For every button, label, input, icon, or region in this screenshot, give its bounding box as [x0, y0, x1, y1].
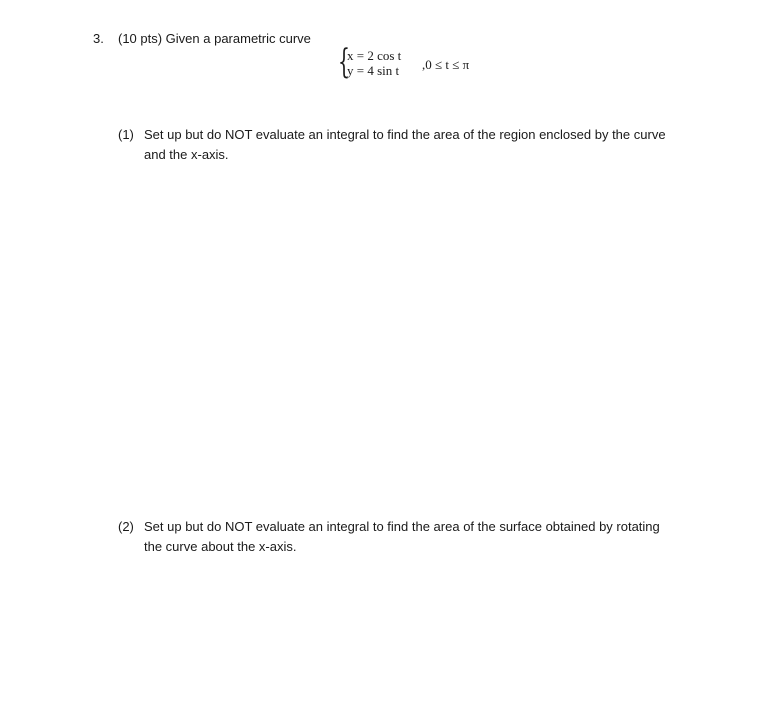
parameter-range: ,0 ≤ t ≤ π: [422, 57, 470, 72]
question-number: 3.: [93, 31, 104, 46]
part-2-text-line2: the curve about the x-axis.: [144, 539, 297, 554]
part-2-text-line1: Set up but do NOT evaluate an integral to find the area of the surface obtained by rotating: [144, 519, 660, 534]
equation-x: x = 2 cos t: [347, 48, 402, 63]
part-2-label: (2): [118, 519, 134, 534]
question-header: (10 pts) Given a parametric curve: [118, 31, 311, 46]
left-brace: {: [338, 42, 350, 82]
equation-y: y = 4 sin t: [347, 63, 400, 78]
part-1-text-line2: and the x-axis.: [144, 147, 229, 162]
part-1-text-line1: Set up but do NOT evaluate an integral to find the area of the region enclosed by the curve: [144, 127, 666, 142]
part-1-label: (1): [118, 127, 134, 142]
